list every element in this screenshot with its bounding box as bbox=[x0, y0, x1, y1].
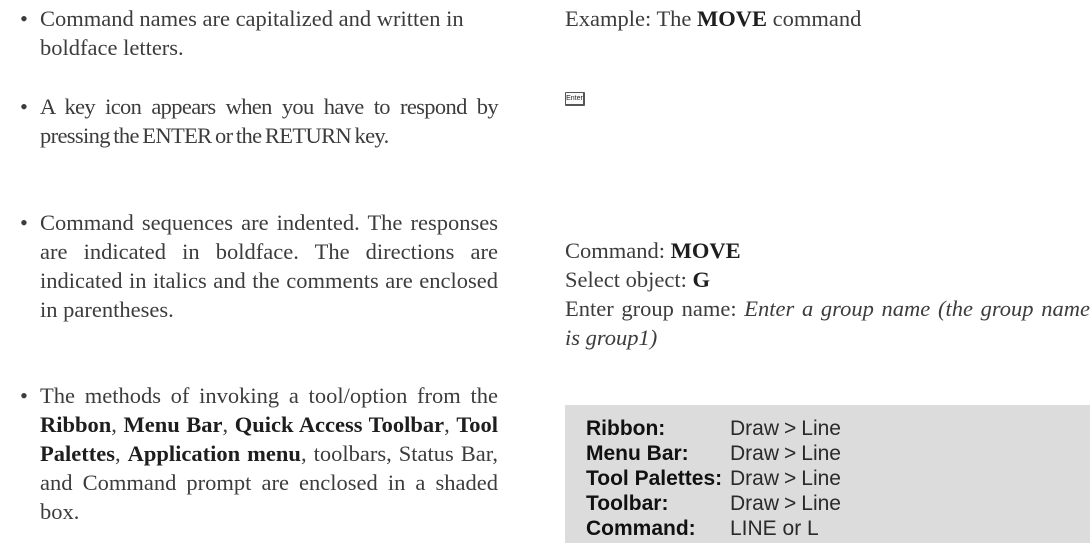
convention-shaded-box bbox=[20, 381, 498, 526]
convention-text: Command names are capitalized and written in boldface letters. bbox=[40, 6, 464, 60]
bullet: • bbox=[20, 383, 28, 408]
box-row-menu-bar: Menu Bar: Draw > Line bbox=[586, 442, 841, 465]
box-row-command: Command: LINE or L bbox=[586, 517, 819, 540]
sequence-line-group: Enter group name: Enter a group name (the group name is group1) bbox=[565, 296, 1090, 350]
bullet: • bbox=[20, 6, 28, 31]
box-row-ribbon: Ribbon: Draw > Line bbox=[586, 417, 841, 440]
convention-text: Command sequences are indented. The responses are indicated in boldface. The directions are indicated in italics and the comments are enclosed in parentheses. bbox=[40, 210, 498, 322]
sequence-line-select: Select object: G bbox=[565, 267, 710, 292]
box-row-tool-palettes: Tool Palettes: Draw > Line bbox=[586, 467, 841, 490]
example-bold-command: MOVE bbox=[697, 6, 768, 31]
sequence-line-command: Command: MOVE bbox=[565, 238, 741, 263]
bullet: • bbox=[20, 94, 28, 119]
convention-key-icon bbox=[20, 92, 498, 150]
example-command-name: Example: The MOVE command bbox=[565, 6, 862, 31]
convention-text: The methods of invoking a tool/option from the Ribbon, Menu Bar, Quick Access Toolbar, Tool Palettes, Application menu, toolbars, Status Bar, and Command prompt are enclosed in a shaded box. bbox=[40, 383, 499, 524]
convention-text: A key icon appears when you have to respond by pressing the ENTER or the RETURN key. bbox=[40, 94, 498, 148]
shaded-box bbox=[565, 405, 1090, 543]
convention-command-names bbox=[20, 4, 498, 62]
example-command-sequence bbox=[565, 236, 1090, 352]
bullet: • bbox=[20, 210, 28, 235]
box-row-toolbar: Toolbar: Draw > Line bbox=[586, 492, 841, 515]
convention-command-sequences bbox=[20, 208, 498, 324]
enter-key-icon: Enter bbox=[565, 92, 585, 106]
